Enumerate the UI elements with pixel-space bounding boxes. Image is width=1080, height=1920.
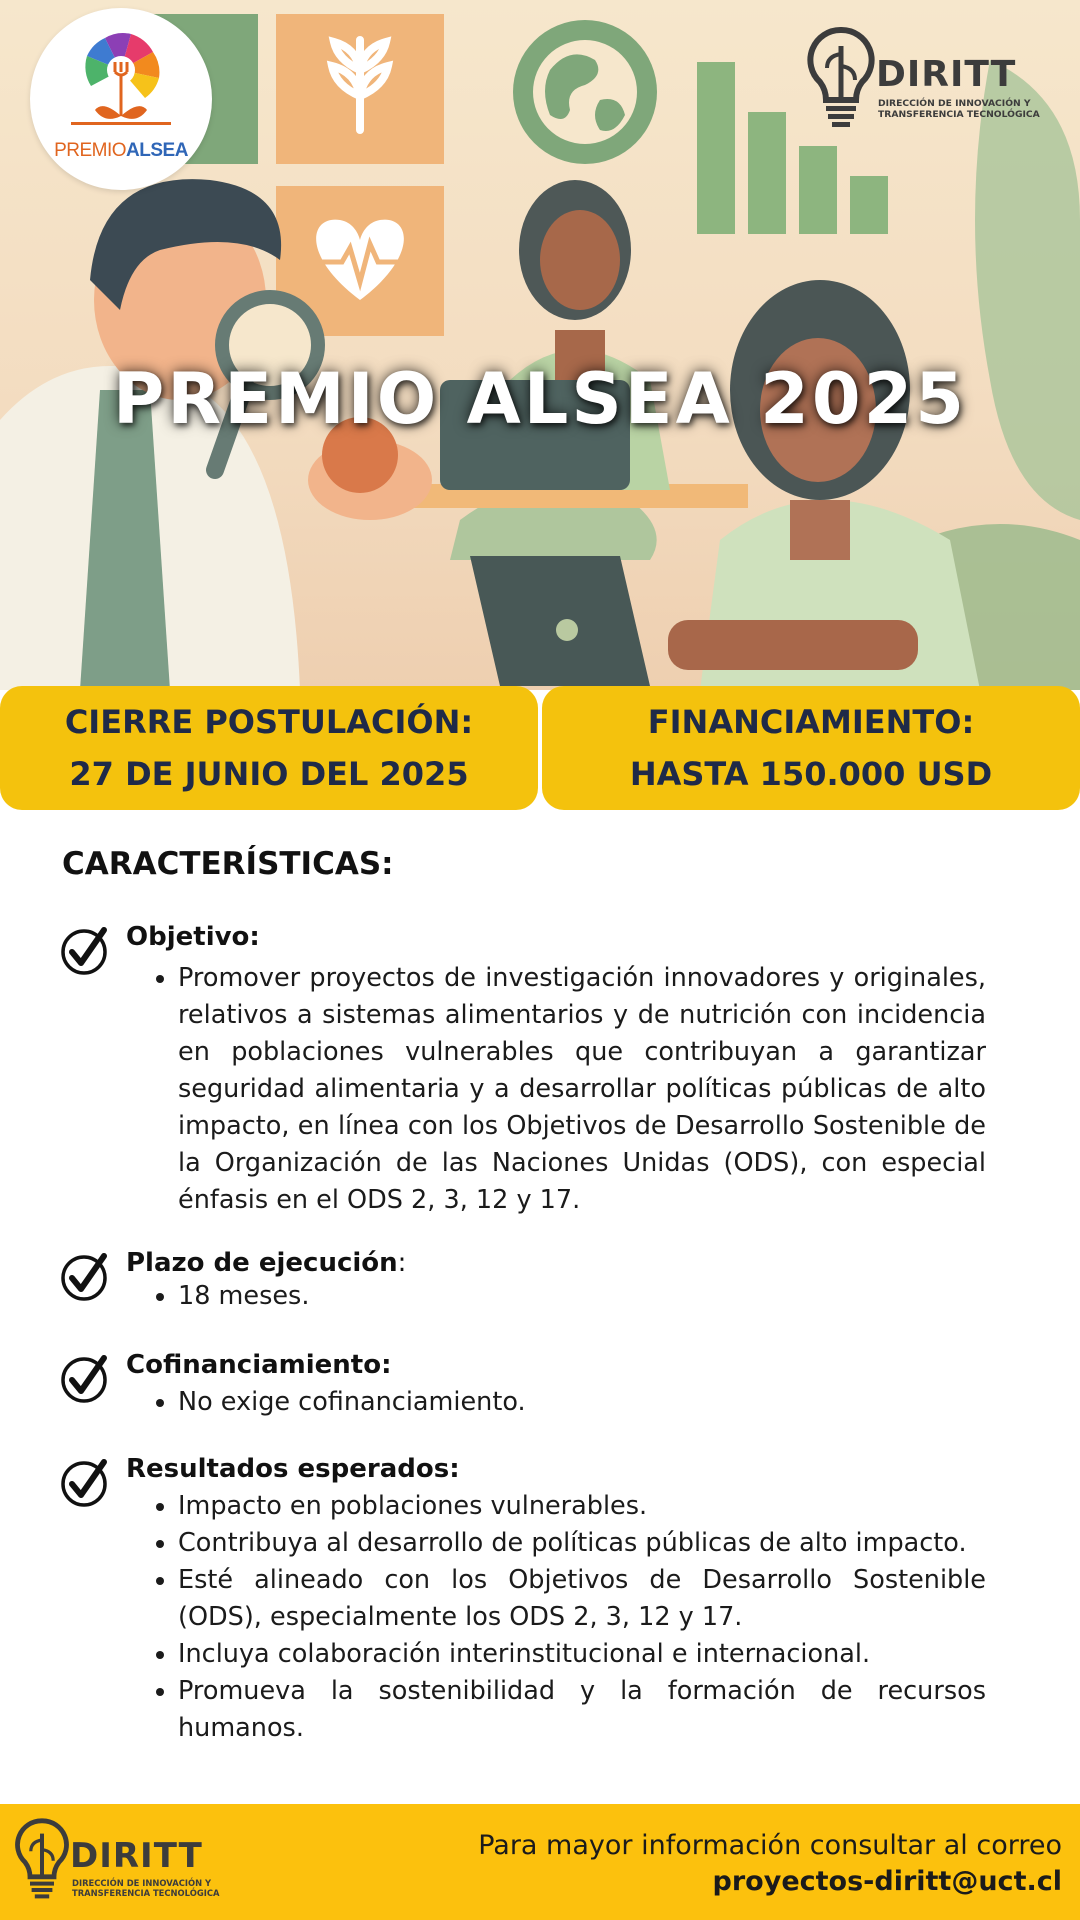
contact-email-link[interactable]: proyectos-diritt@uct.cl <box>712 1866 1062 1897</box>
list-item: • Incluya colaboración interinstitucional e internacional. <box>178 1636 986 1673</box>
feature-heading: Cofinanciamiento: <box>126 1350 392 1380</box>
footer <box>0 1804 1080 1920</box>
list-item: • No exige cofinanciamiento. <box>178 1384 986 1421</box>
feature-resultados <box>60 1454 1020 1754</box>
contact-text: Para mayor información consultar al correo <box>478 1830 1062 1861</box>
list-item: • Promueva la sostenibilidad y la formación de recursos humanos. <box>178 1673 986 1747</box>
list-item: • Promover proyectos de investigación innovadores y originales, relativos a sistemas alimentarios y de nutrición con incidencia en poblaciones vulnerables que contribuyan a garantizar seguridad alimentaria y a desarrollar políticas públicas de alto impacto, en línea con los Objetivos de Desarrollo Sostenible de la Organización de las Naciones Unidas (ODS), con especial énfasis en el ODS 2, 3, 12 y 17. <box>178 960 986 1219</box>
list-item: • Impacto en poblaciones vulnerables. <box>178 1488 986 1525</box>
lightbulb-icon <box>806 24 876 144</box>
feature-bullets <box>150 1278 986 1315</box>
feature-heading: Objetivo: <box>126 922 260 952</box>
deadline-value: 27 DE JUNIO DEL 2025 <box>69 755 469 793</box>
list-item: • 18 meses. <box>178 1278 986 1315</box>
lightbulb-icon <box>14 1816 70 1912</box>
check-icon <box>60 1456 112 1508</box>
premio-alsea-logo <box>30 8 212 190</box>
funding-value: HASTA 150.000 USD <box>629 755 993 793</box>
feature-cofinanciamiento <box>60 1350 1020 1440</box>
diritt-footer-logo: DIRITT DIRECCIÓN DE INNOVACIÓN Y TRANSFERENCIA TECNOLÓGICA <box>14 1816 224 1912</box>
list-item: • Contribuya al desarrollo de políticas públicas de alto impacto. <box>178 1525 986 1562</box>
check-icon <box>60 1250 112 1302</box>
list-item: • Esté alineado con los Objetivos de Desarrollo Sostenible (ODS), especialmente los ODS 2, 3, 12 y 17. <box>178 1562 986 1636</box>
feature-objetivo <box>60 922 1020 1222</box>
feature-bullets <box>150 1384 986 1421</box>
feature-heading: Plazo de ejecución: <box>126 1248 407 1278</box>
funding-badge <box>542 686 1080 810</box>
funding-label: FINANCIAMIENTO: <box>647 703 975 741</box>
chart-bar-icon <box>697 62 735 234</box>
feature-bullets <box>150 1488 986 1747</box>
premio-alsea-logo-text: PREMIOALSEA <box>54 140 188 161</box>
deadline-label: CIERRE POSTULACIÓN: <box>64 703 474 741</box>
page-title: PREMIO ALSEA 2025 <box>113 358 967 440</box>
diritt-logo: DIRITT DIRECCIÓN DE INNOVACIÓN Y TRANSFERENCIA TECNOLÓGICA <box>806 24 1042 144</box>
deadline-badge <box>0 686 538 810</box>
hero-banner <box>0 0 1080 690</box>
contact-info <box>478 1828 1062 1900</box>
section-title: CARACTERÍSTICAS: <box>62 846 394 882</box>
laptop-icon <box>470 556 650 686</box>
feature-plazo <box>60 1248 1020 1338</box>
feature-heading: Resultados esperados: <box>126 1454 460 1484</box>
check-icon <box>60 1352 112 1404</box>
feature-bullets <box>150 960 986 1219</box>
check-icon <box>60 924 112 976</box>
